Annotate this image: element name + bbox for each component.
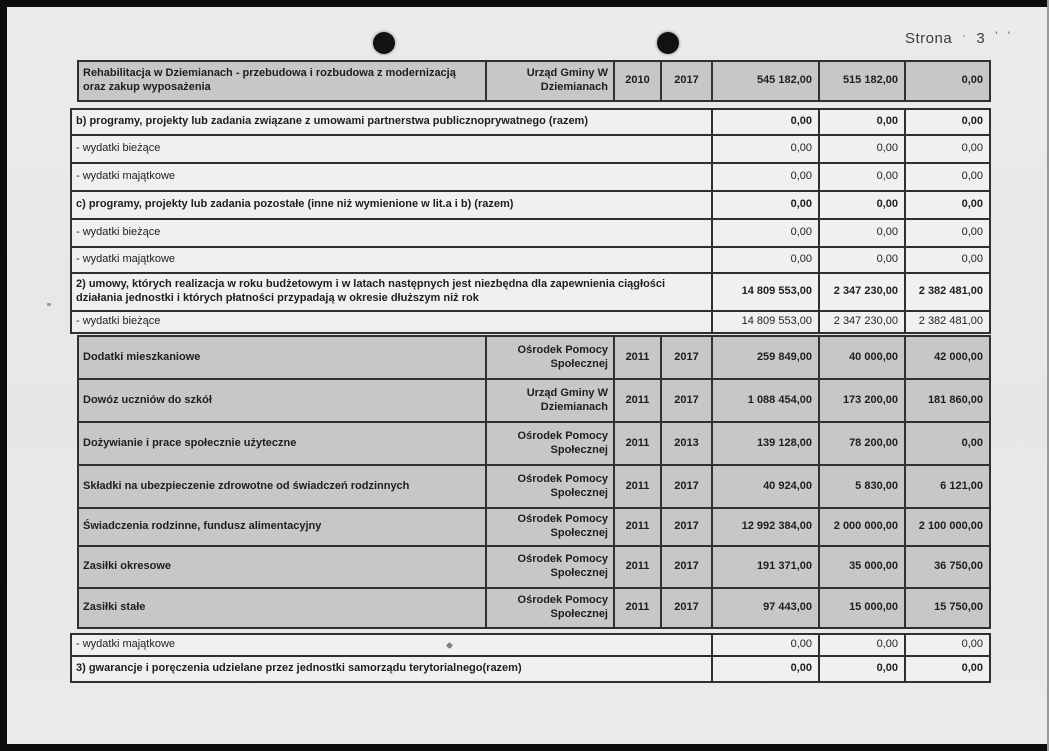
budget-table	[70, 60, 991, 683]
year-from-cell: 2010	[613, 62, 660, 100]
amount-year2-cell: 0,00	[904, 62, 989, 100]
row-label-cell: - wydatki majątkowe	[76, 170, 176, 183]
row-label-cell: Dożywianie i prace społecznie użyteczne	[83, 436, 297, 449]
year-from-cell: 2011	[613, 423, 660, 464]
year-to-cell: 2017	[660, 337, 711, 378]
year-from-cell: 2011	[613, 509, 660, 545]
amount-year1-cell: 0,00	[818, 136, 904, 162]
row-label-cell: Składki na ubezpieczenie zdrowotne od świadczeń rodzinnych	[83, 479, 410, 492]
row-label-cell: c) programy, projekty lub zadania pozostałe (inne niż wymienione w lit.a i b) (razem)	[76, 198, 514, 211]
table-row-sub	[70, 310, 991, 334]
amount-total-cell: 0,00	[711, 635, 818, 655]
amount-total-cell: 0,00	[711, 136, 818, 162]
table-row-task	[77, 545, 991, 589]
amount-year2-cell: 6 121,00	[904, 466, 989, 507]
amount-total-cell: 0,00	[711, 164, 818, 190]
amount-total-cell: 40 924,00	[711, 466, 818, 507]
amount-total-cell: 12 992 384,00	[711, 509, 818, 545]
amount-year1-cell: 0,00	[818, 220, 904, 246]
amount-total-cell: 97 443,00	[711, 589, 818, 627]
amount-year1-cell: 0,00	[818, 657, 904, 681]
row-label-cell: Świadczenia rodzinne, fundusz alimentacyjny	[83, 520, 322, 533]
amount-total-cell: 1 088 454,00	[711, 380, 818, 421]
scan-mark: ·	[962, 30, 967, 42]
amount-year1-cell: 0,00	[818, 635, 904, 655]
amount-total-cell: 14 809 553,00	[711, 274, 818, 310]
scan-edge-top	[0, 0, 1049, 7]
amount-year2-cell: 36 750,00	[904, 547, 989, 587]
row-label-cell: 2) umowy, których realizacja w roku budżetowym i w latach następnych jest niezbędna dla zapewnienia ciągłości działania jednostki i których płatności przypadają w okresie dłuższym niż rok	[76, 278, 666, 304]
year-from-cell: 2011	[613, 547, 660, 587]
unit-cell: Urząd Gminy W Dziemianach	[485, 380, 613, 421]
year-from-cell: 2011	[613, 380, 660, 421]
year-to-cell: 2017	[660, 509, 711, 545]
row-label-cell: - wydatki bieżące	[76, 226, 161, 239]
row-label-cell: Zasiłki okresowe	[83, 560, 172, 573]
row-label-cell: Dowóz uczniów do szkół	[83, 393, 212, 406]
row-label-cell: Rehabilitacja w Dziemianach - przebudowa i rozbudowa z modernizacją oraz zakup wyposażenia	[83, 67, 456, 93]
table-row-section	[70, 190, 991, 220]
unit-cell: Urząd Gminy W Dziemianach	[485, 62, 613, 100]
amount-year2-cell: 2 100 000,00	[904, 509, 989, 545]
hole-punch-left	[373, 32, 395, 54]
year-to-cell: 2017	[660, 589, 711, 627]
amount-year1-cell: 0,00	[818, 192, 904, 218]
row-label-cell: 3) gwarancje i poręczenia udzielane przez jednostki samorządu terytorialnego(razem)	[76, 662, 522, 675]
row-label-cell: Dodatki mieszkaniowe	[83, 350, 201, 363]
table-row-task	[77, 587, 991, 629]
amount-year1-cell: 0,00	[818, 164, 904, 190]
table-row-section	[70, 108, 991, 136]
amount-year1-cell: 15 000,00	[818, 589, 904, 627]
amount-year1-cell: 40 000,00	[818, 337, 904, 378]
amount-total-cell: 0,00	[711, 110, 818, 134]
amount-total-cell: 191 371,00	[711, 547, 818, 587]
table-row-task	[77, 507, 991, 547]
amount-year2-cell: 0,00	[904, 248, 989, 272]
amount-total-cell: 0,00	[711, 192, 818, 218]
page-number: 3	[976, 30, 986, 47]
scan-edge-bottom	[0, 744, 1049, 751]
amount-year1-cell: 2 347 230,00	[818, 312, 904, 332]
amount-year1-cell: 0,00	[818, 110, 904, 134]
year-from-cell: 2011	[613, 337, 660, 378]
row-label-cell: - wydatki majątkowe	[76, 638, 176, 651]
amount-year2-cell: 2 382 481,00	[904, 312, 989, 332]
unit-cell: Ośrodek Pomocy Społecznej	[485, 466, 613, 507]
table-row-task	[77, 60, 991, 102]
table-row-sub	[70, 246, 991, 274]
year-to-cell: 2013	[660, 423, 711, 464]
page-label: Strona	[905, 30, 953, 47]
amount-year1-cell: 515 182,00	[818, 62, 904, 100]
scan-mark: '	[995, 30, 998, 42]
amount-year2-cell: 0,00	[904, 220, 989, 246]
table-row-task	[77, 464, 991, 509]
table-row-sub	[70, 633, 991, 657]
amount-year1-cell: 5 830,00	[818, 466, 904, 507]
unit-cell: Ośrodek Pomocy Społecznej	[485, 589, 613, 627]
amount-year2-cell: 0,00	[904, 635, 989, 655]
table-row-sub	[70, 162, 991, 192]
amount-total-cell: 0,00	[711, 220, 818, 246]
amount-year2-cell: 0,00	[904, 164, 989, 190]
amount-year1-cell: 78 200,00	[818, 423, 904, 464]
amount-total-cell: 259 849,00	[711, 337, 818, 378]
scan-speck	[47, 303, 51, 306]
amount-total-cell: 0,00	[711, 657, 818, 681]
scan-edge-left	[0, 0, 7, 751]
amount-year1-cell: 0,00	[818, 248, 904, 272]
amount-total-cell: 0,00	[711, 248, 818, 272]
row-label-cell: - wydatki majątkowe	[76, 253, 176, 266]
table-row-sub	[70, 134, 991, 164]
amount-year2-cell: 0,00	[904, 136, 989, 162]
unit-cell: Ośrodek Pomocy Społecznej	[485, 337, 613, 378]
row-label-cell: b) programy, projekty lub zadania związane z umowami partnerstwa publicznoprywatnego (razem)	[76, 115, 588, 128]
unit-cell: Ośrodek Pomocy Społecznej	[485, 423, 613, 464]
table-row-task	[77, 335, 991, 380]
amount-year2-cell: 0,00	[904, 110, 989, 134]
year-from-cell: 2011	[613, 466, 660, 507]
table-row-task	[77, 378, 991, 423]
page-header	[905, 30, 1035, 47]
amount-year2-cell: 0,00	[904, 192, 989, 218]
unit-cell: Ośrodek Pomocy Społecznej	[485, 509, 613, 545]
scan-mark: '	[1007, 30, 1011, 42]
amount-year1-cell: 2 347 230,00	[818, 274, 904, 310]
table-row-sub	[70, 218, 991, 248]
amount-year1-cell: 173 200,00	[818, 380, 904, 421]
row-label-cell: - wydatki bieżące	[76, 315, 161, 328]
row-label-cell: - wydatki bieżące	[76, 142, 161, 155]
table-row-section	[70, 655, 991, 683]
amount-year2-cell: 15 750,00	[904, 589, 989, 627]
amount-total-cell: 545 182,00	[711, 62, 818, 100]
amount-year2-cell: 2 382 481,00	[904, 274, 989, 310]
year-to-cell: 2017	[660, 466, 711, 507]
row-label-cell: Zasiłki stałe	[83, 601, 146, 614]
amount-total-cell: 14 809 553,00	[711, 312, 818, 332]
amount-total-cell: 139 128,00	[711, 423, 818, 464]
amount-year2-cell: 42 000,00	[904, 337, 989, 378]
year-from-cell: 2011	[613, 589, 660, 627]
year-to-cell: 2017	[660, 380, 711, 421]
amount-year2-cell: 0,00	[904, 657, 989, 681]
amount-year2-cell: 0,00	[904, 423, 989, 464]
table-row-task	[77, 421, 991, 466]
amount-year2-cell: 181 860,00	[904, 380, 989, 421]
year-to-cell: 2017	[660, 547, 711, 587]
amount-year1-cell: 35 000,00	[818, 547, 904, 587]
table-row-section	[70, 272, 991, 312]
hole-punch-right	[657, 32, 679, 54]
unit-cell: Ośrodek Pomocy Społecznej	[485, 547, 613, 587]
year-to-cell: 2017	[660, 62, 711, 100]
amount-year1-cell: 2 000 000,00	[818, 509, 904, 545]
